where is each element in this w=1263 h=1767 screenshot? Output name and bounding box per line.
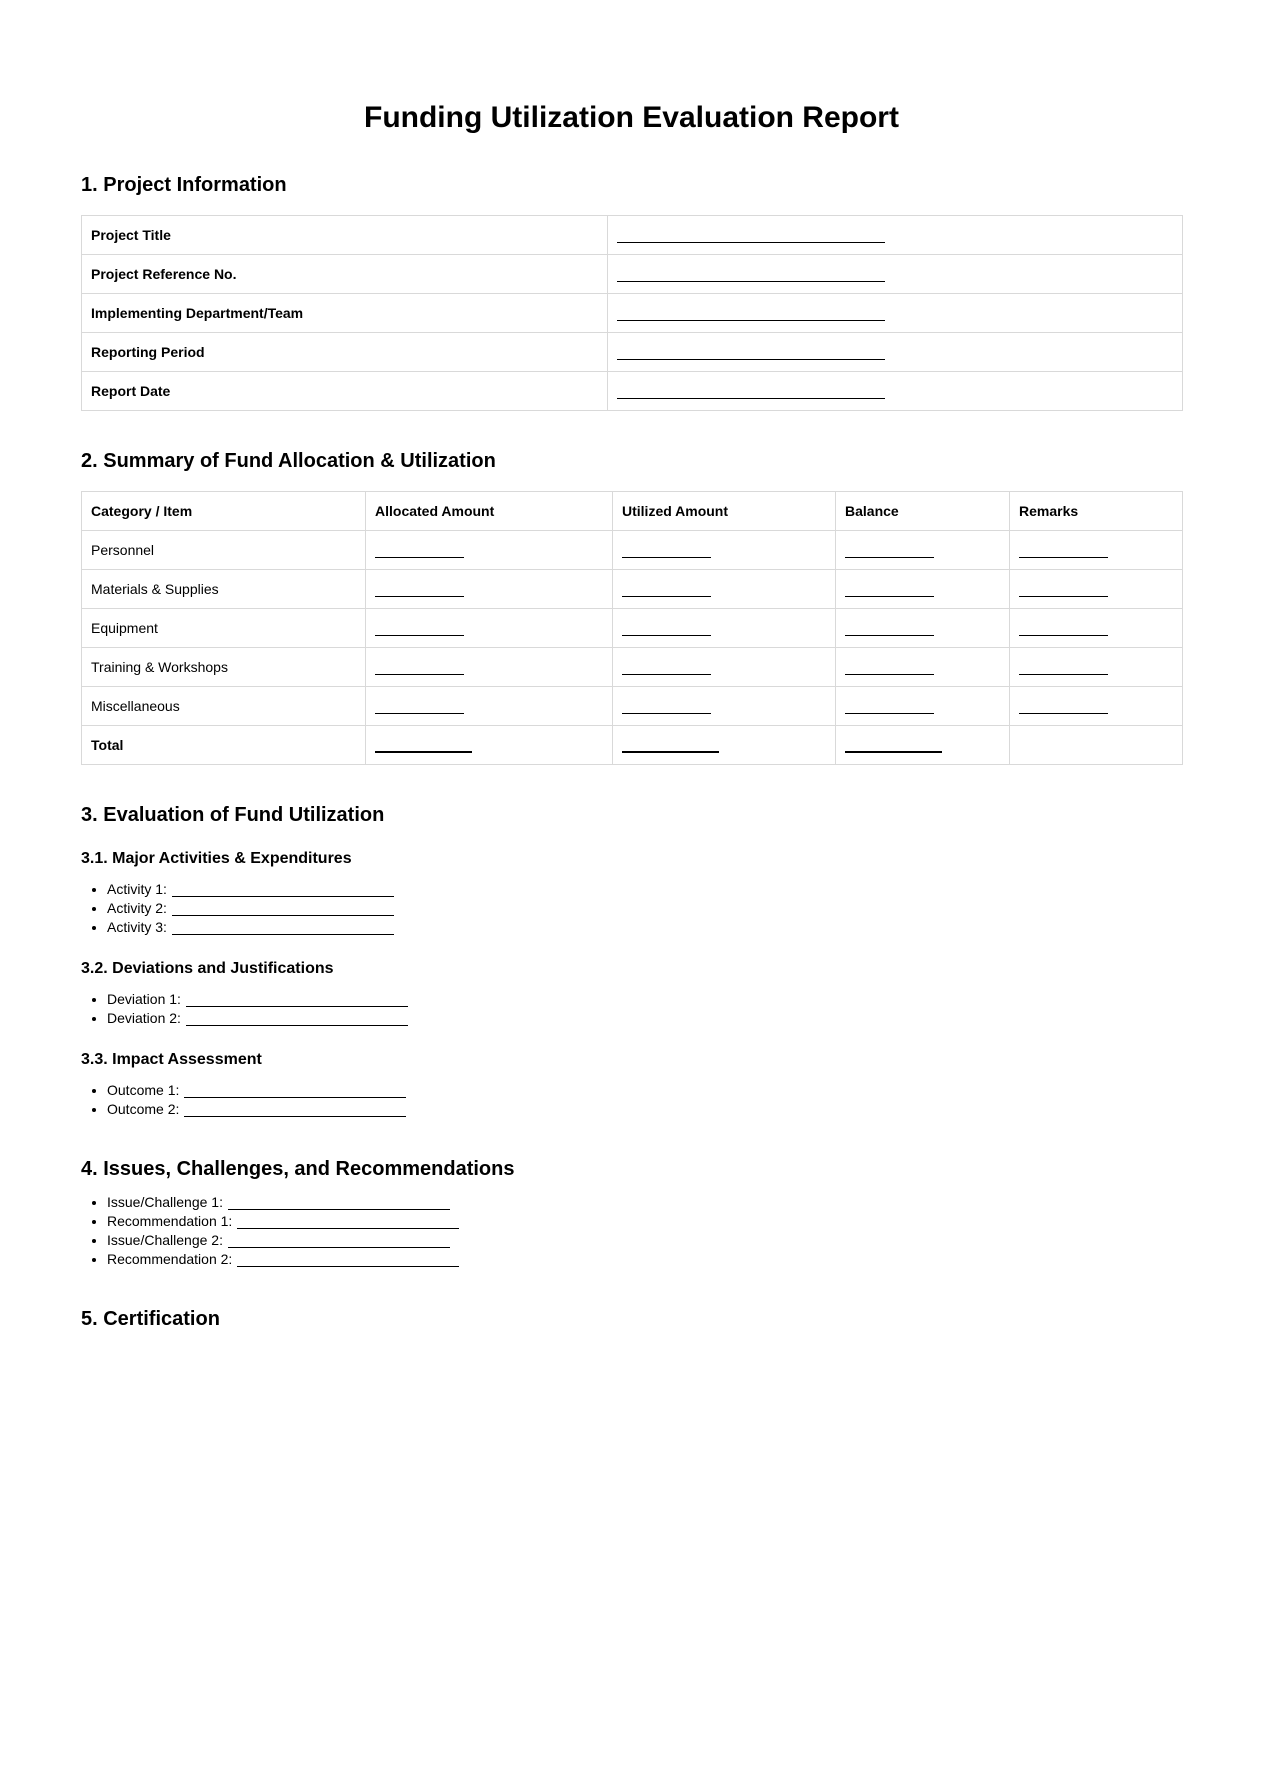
blank-line	[845, 622, 934, 636]
section-heading-project-information: 1. Project Information	[81, 174, 287, 196]
table-header-row	[82, 492, 1183, 531]
field-value-cell	[608, 333, 1183, 372]
blank-line	[375, 700, 464, 714]
item-label: Issue/Challenge 2:	[107, 1232, 223, 1248]
blank-line	[375, 622, 464, 636]
column-header: Utilized Amount	[613, 492, 836, 531]
table-row	[82, 687, 1183, 726]
list-item	[107, 1231, 1182, 1250]
blank-line	[845, 544, 934, 558]
amount-cell	[613, 609, 836, 648]
section-heading-certification: 5. Certification	[81, 1308, 220, 1330]
item-label: Recommendation 2:	[107, 1251, 233, 1267]
blank-line	[184, 1103, 406, 1117]
item-label: Outcome 1:	[107, 1082, 180, 1098]
category-cell: Materials & Supplies	[82, 570, 366, 609]
item-label: Recommendation 1:	[107, 1213, 233, 1229]
blank-line	[172, 883, 394, 897]
table-row	[82, 294, 1183, 333]
page-title: Funding Utilization Evaluation Report	[364, 101, 899, 134]
column-header: Remarks	[1010, 492, 1183, 531]
amount-cell	[366, 531, 613, 570]
section-heading-issues: 4. Issues, Challenges, and Recommendations	[81, 1158, 515, 1180]
blank-line	[845, 661, 934, 675]
table-row	[82, 570, 1183, 609]
remarks-cell	[1010, 570, 1183, 609]
category-cell: Equipment	[82, 609, 366, 648]
blank-line	[1019, 544, 1108, 558]
blank-line	[622, 583, 711, 597]
list-item	[107, 918, 1182, 937]
remarks-cell	[1010, 531, 1183, 570]
list-item	[107, 1193, 1182, 1212]
blank-line	[622, 700, 711, 714]
blank-line	[186, 1012, 408, 1026]
column-header: Category / Item	[82, 492, 366, 531]
table-row	[82, 609, 1183, 648]
blank-line	[622, 661, 711, 675]
activities-list	[81, 880, 1182, 937]
table-row	[82, 531, 1183, 570]
item-label: Activity 1:	[107, 881, 167, 897]
blank-line	[228, 1234, 450, 1248]
subsection-heading-impact: 3.3. Impact Assessment	[81, 1051, 262, 1068]
list-item	[107, 1009, 1182, 1028]
remarks-cell	[1010, 726, 1183, 765]
amount-cell	[366, 687, 613, 726]
blank-line	[172, 921, 394, 935]
list-item	[107, 1250, 1182, 1269]
amount-cell	[836, 726, 1010, 765]
category-cell: Training & Workshops	[82, 648, 366, 687]
list-item	[107, 1212, 1182, 1231]
blank-line	[617, 346, 885, 360]
section-heading-evaluation: 3. Evaluation of Fund Utilization	[81, 804, 385, 826]
blank-line	[617, 229, 885, 243]
amount-cell	[366, 570, 613, 609]
amount-cell	[836, 570, 1010, 609]
list-item	[107, 1081, 1182, 1100]
amount-cell	[836, 687, 1010, 726]
amount-cell	[836, 648, 1010, 687]
field-value-cell	[608, 216, 1183, 255]
blank-line	[1019, 661, 1108, 675]
amount-cell	[836, 609, 1010, 648]
table-row	[82, 648, 1183, 687]
blank-line	[617, 385, 885, 399]
blank-line	[1019, 622, 1108, 636]
amount-cell	[366, 609, 613, 648]
table-row	[82, 255, 1183, 294]
field-label: Implementing Department/Team	[82, 294, 608, 333]
category-cell: Miscellaneous	[82, 687, 366, 726]
section-heading-fund-summary: 2. Summary of Fund Allocation & Utilization	[81, 450, 496, 472]
field-value-cell	[608, 255, 1183, 294]
fund-summary-table	[81, 491, 1183, 765]
deviations-list	[81, 990, 1182, 1028]
item-label: Activity 3:	[107, 919, 167, 935]
project-info-table	[81, 215, 1183, 411]
item-label: Deviation 2:	[107, 1010, 181, 1026]
category-cell-total: Total	[82, 726, 366, 765]
field-label: Project Reference No.	[82, 255, 608, 294]
impact-list	[81, 1081, 1182, 1119]
blank-line	[237, 1253, 459, 1267]
category-cell: Personnel	[82, 531, 366, 570]
list-item	[107, 880, 1182, 899]
table-row-total	[82, 726, 1183, 765]
item-label: Outcome 2:	[107, 1101, 180, 1117]
blank-line	[172, 902, 394, 916]
subsection-heading-activities: 3.1. Major Activities & Expenditures	[81, 850, 352, 867]
blank-line	[622, 738, 719, 753]
blank-line	[622, 622, 711, 636]
table-row	[82, 216, 1183, 255]
blank-line	[617, 268, 885, 282]
blank-line	[375, 661, 464, 675]
field-label: Report Date	[82, 372, 608, 411]
blank-line	[375, 738, 472, 753]
amount-cell	[613, 648, 836, 687]
blank-line	[845, 583, 934, 597]
item-label: Issue/Challenge 1:	[107, 1194, 223, 1210]
blank-line	[186, 993, 408, 1007]
remarks-cell	[1010, 648, 1183, 687]
blank-line	[845, 700, 934, 714]
subsection-heading-deviations: 3.2. Deviations and Justifications	[81, 960, 334, 977]
field-value-cell	[608, 294, 1183, 333]
item-label: Activity 2:	[107, 900, 167, 916]
blank-line	[617, 307, 885, 321]
field-label: Project Title	[82, 216, 608, 255]
blank-line	[228, 1196, 450, 1210]
blank-line	[184, 1084, 406, 1098]
list-item	[107, 899, 1182, 918]
blank-line	[845, 738, 942, 753]
blank-line	[375, 583, 464, 597]
field-label: Reporting Period	[82, 333, 608, 372]
amount-cell	[613, 726, 836, 765]
list-item	[107, 990, 1182, 1009]
field-value-cell	[608, 372, 1183, 411]
remarks-cell	[1010, 609, 1183, 648]
issues-list	[81, 1193, 1182, 1269]
list-item	[107, 1100, 1182, 1119]
blank-line	[1019, 700, 1108, 714]
item-label: Deviation 1:	[107, 991, 181, 1007]
amount-cell	[836, 531, 1010, 570]
table-row	[82, 333, 1183, 372]
amount-cell	[613, 687, 836, 726]
blank-line	[1019, 583, 1108, 597]
blank-line	[375, 544, 464, 558]
amount-cell	[366, 648, 613, 687]
column-header: Allocated Amount	[366, 492, 613, 531]
blank-line	[622, 544, 711, 558]
remarks-cell	[1010, 687, 1183, 726]
amount-cell	[613, 531, 836, 570]
blank-line	[237, 1215, 459, 1229]
amount-cell	[366, 726, 613, 765]
amount-cell	[613, 570, 836, 609]
table-row	[82, 372, 1183, 411]
column-header: Balance	[836, 492, 1010, 531]
